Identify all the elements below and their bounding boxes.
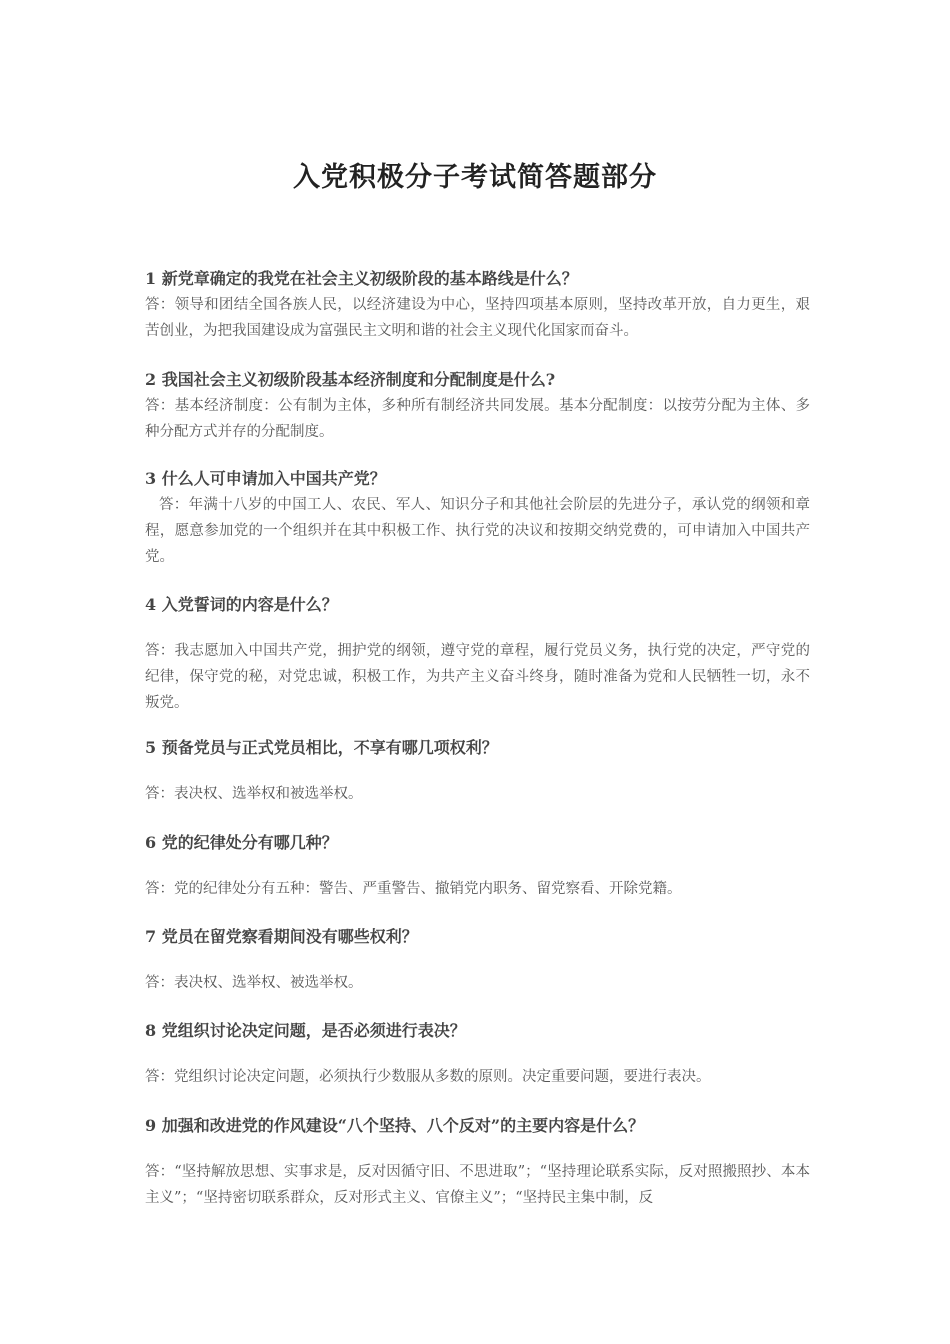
qa-item-9	[145, 1113, 810, 1211]
question-2: 2 我国社会主义初级阶段基本经济制度和分配制度是什么?	[145, 370, 556, 389]
qa-item-4	[145, 592, 810, 716]
spacer	[145, 1044, 810, 1064]
qa-item-6	[145, 830, 810, 902]
qa-item-5	[145, 735, 810, 807]
answer-5: 答：表决权、选举权和被选举权。	[145, 786, 363, 802]
question-9: 9 加强和改进党的作风建设“八个坚持、八个反对”的主要内容是什么？	[145, 1116, 645, 1135]
spacer	[145, 618, 810, 638]
qa-item-7	[145, 924, 810, 996]
qa-item-8	[145, 1018, 810, 1090]
answer-3: 答：年满十八岁的中国工人、农民、军人、知识分子和其他社会阶层的先进分子，承认党的纲领和章程，愿意参加党的一个组织并在其中积极工作、执行党的决议和按期交纳党费的，可申请加入中国共产党。	[145, 497, 810, 565]
qa-item-2	[145, 367, 810, 445]
question-3: 3 什么人可申请加入中国共产党？	[145, 469, 386, 488]
spacer	[145, 856, 810, 876]
question-6: 6 党的纪律处分有哪几种？	[145, 833, 338, 852]
question-7: 7 党员在留党察看期间没有哪些权利？	[145, 927, 418, 946]
question-4: 4 入党誓词的内容是什么？	[145, 595, 338, 614]
answer-8: 答：党组织讨论决定问题，必须执行少数服从多数的原则。决定重要问题，要进行表决。	[145, 1069, 711, 1085]
qa-item-3	[145, 466, 810, 570]
question-8: 8 党组织讨论决定问题，是否必须进行表决？	[145, 1021, 466, 1040]
answer-4: 答：我志愿加入中国共产党，拥护党的纲领，遵守党的章程，履行党员义务，执行党的决定，严守党的纪律，保守党的秘，对党忠诚，积极工作，为共产主义奋斗终身，随时准备为党和人民牺牲一切，永不叛党。	[145, 643, 810, 711]
spacer	[145, 761, 810, 781]
spacer	[145, 950, 810, 970]
question-5: 5 预备党员与正式党员相比，不享有哪几项权利？	[145, 738, 498, 757]
question-1: 1 新党章确定的我党在社会主义初级阶段的基本路线是什么？	[145, 269, 578, 288]
document-title: 入党积极分子考试简答题部分	[293, 162, 657, 193]
spacer	[145, 1139, 810, 1159]
answer-9: 答：“坚持解放思想、实事求是，反对因循守旧、不思进取”；“坚持理论联系实际，反对照搬照抄、本本主义”；“坚持密切联系群众，反对形式主义、官僚主义”；“坚持民主集中制，反	[145, 1164, 810, 1206]
answer-2: 答：基本经济制度：公有制为主体，多种所有制经济共同发展。基本分配制度：以按劳分配为主体、多种分配方式并存的分配制度。	[145, 398, 810, 440]
answer-6: 答：党的纪律处分有五种：警告、严重警告、撤销党内职务、留党察看、开除党籍。	[145, 881, 682, 897]
answer-1: 答：领导和团结全国各族人民，以经济建设为中心，坚持四项基本原则，坚持改革开放，自力更生，艰苦创业，为把我国建设成为富强民主文明和谐的社会主义现代化国家而奋斗。	[145, 297, 810, 339]
qa-item-1	[145, 266, 810, 344]
answer-7: 答：表决权、选举权、被选举权。	[145, 975, 363, 991]
